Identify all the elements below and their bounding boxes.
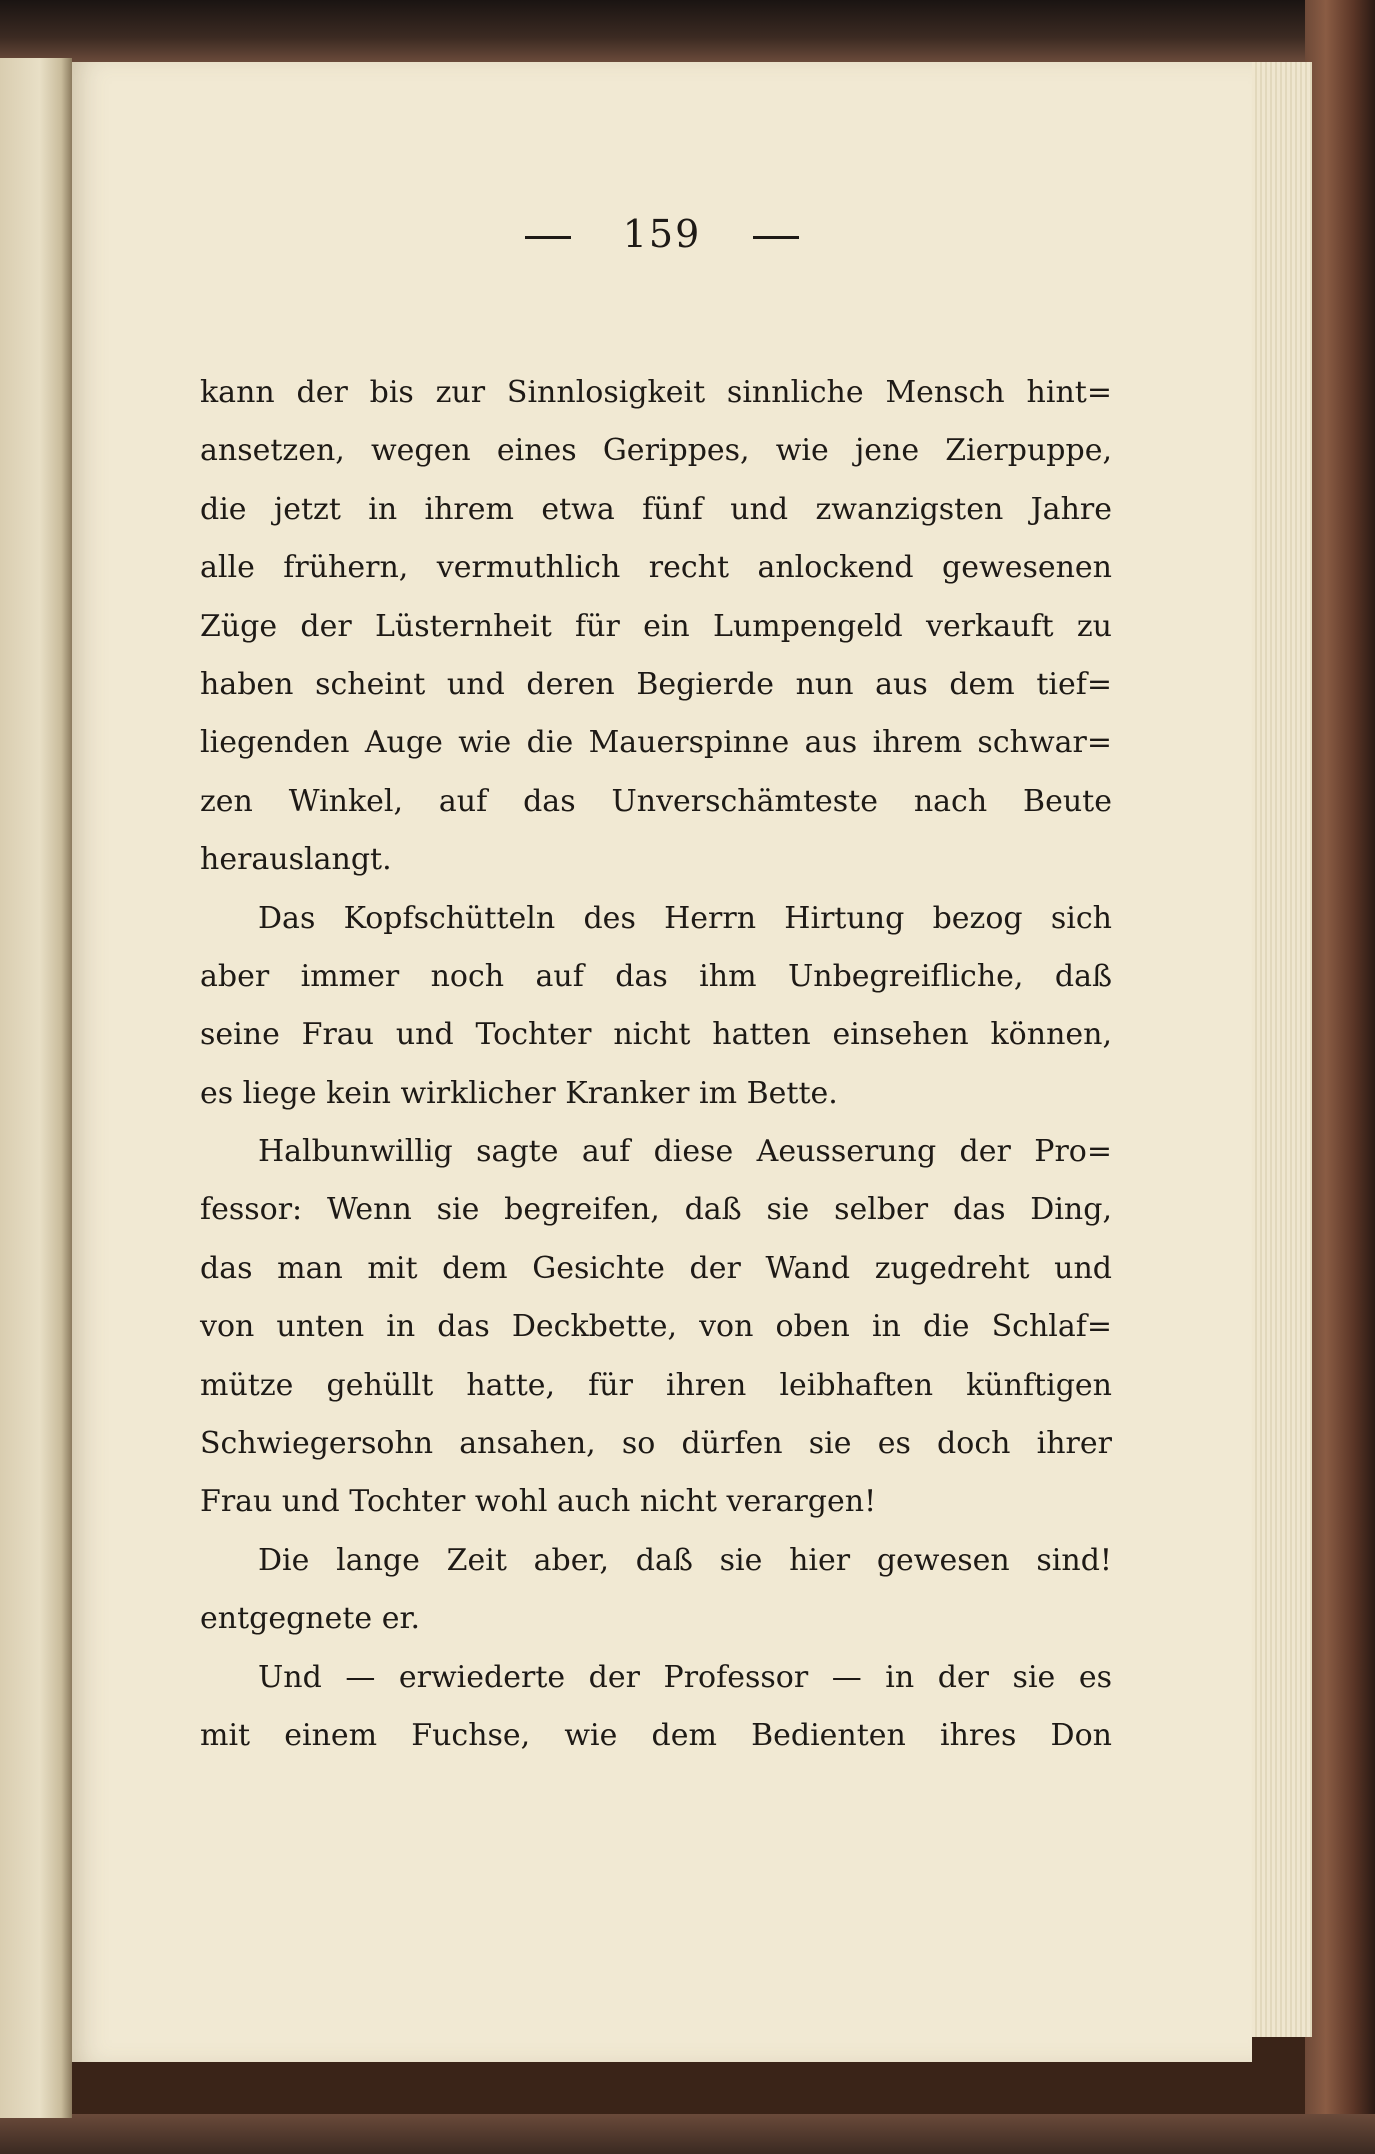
text-line: Die lange Zeit aber, daß sie hier gewesen sind! xyxy=(258,1542,1112,1578)
page-header xyxy=(72,212,1252,256)
header-dash-left xyxy=(525,236,571,239)
text-line: Das Kopfschütteln des Herrn Hirtung bezog sich xyxy=(258,900,1112,936)
book-cover-top-edge xyxy=(0,0,1375,62)
text-line: die jetzt in ihrem etwa fünf und zwanzigsten Jahre xyxy=(200,491,1112,527)
text-line: mütze gehüllt hatte, für ihren leibhaften künftigen xyxy=(200,1367,1112,1403)
text-line: herauslangt. xyxy=(200,842,392,878)
text-line: Schwiegersohn ansahen, so dürfen sie es doch ihrer xyxy=(200,1426,1112,1462)
text-line: Und — erwiederte der Professor — in der sie es xyxy=(258,1659,1112,1695)
left-facing-page-edge xyxy=(0,58,72,2118)
text-line: alle frühern, vermuthlich recht anlockend gewesenen xyxy=(200,550,1112,586)
book-cover-bottom-edge xyxy=(0,2114,1375,2154)
page-stack-edges xyxy=(1250,62,1312,2037)
book-cover-right-edge xyxy=(1305,0,1375,2154)
text-line: es liege kein wirklicher Kranker im Bette. xyxy=(200,1075,838,1111)
text-line: liegenden Auge wie die Mauerspinne aus ihrem schwar= xyxy=(200,725,1112,761)
text-line: mit einem Fuchse, wie dem Bedienten ihres Don xyxy=(200,1717,1112,1753)
text-line: kann der bis zur Sinnlosigkeit sinnliche Mensch hint= xyxy=(200,375,1112,410)
body-text xyxy=(200,364,1112,1765)
text-line: seine Frau und Tochter nicht hatten einsehen können, xyxy=(200,1017,1112,1053)
text-line: zen Winkel, auf das Unverschämteste nach Beute xyxy=(200,783,1112,819)
text-line: entgegnete er. xyxy=(200,1601,421,1637)
page-number: 159 xyxy=(622,212,702,256)
text-line: Halbunwillig sagte auf diese Aeusserung der Pro= xyxy=(258,1134,1112,1170)
text-line: fessor: Wenn sie begreifen, daß sie selber das Ding, xyxy=(200,1192,1112,1228)
text-line: haben scheint und deren Begierde nun aus dem tief= xyxy=(200,666,1112,702)
text-line: Frau und Tochter wohl auch nicht verargen! xyxy=(200,1484,877,1520)
text-line: aber immer noch auf das ihm Unbegreifliche, daß xyxy=(200,958,1112,994)
text-line: von unten in das Deckbette, von oben in die Schlaf= xyxy=(200,1309,1112,1345)
text-line: das man mit dem Gesichte der Wand zugedreht und xyxy=(200,1250,1112,1286)
header-dash-right xyxy=(753,236,799,239)
text-line: Züge der Lüsternheit für ein Lumpengeld verkauft zu xyxy=(200,608,1112,644)
text-line: ansetzen, wegen eines Gerippes, wie jene Zierpuppe, xyxy=(200,433,1112,469)
book-page xyxy=(72,62,1252,2062)
